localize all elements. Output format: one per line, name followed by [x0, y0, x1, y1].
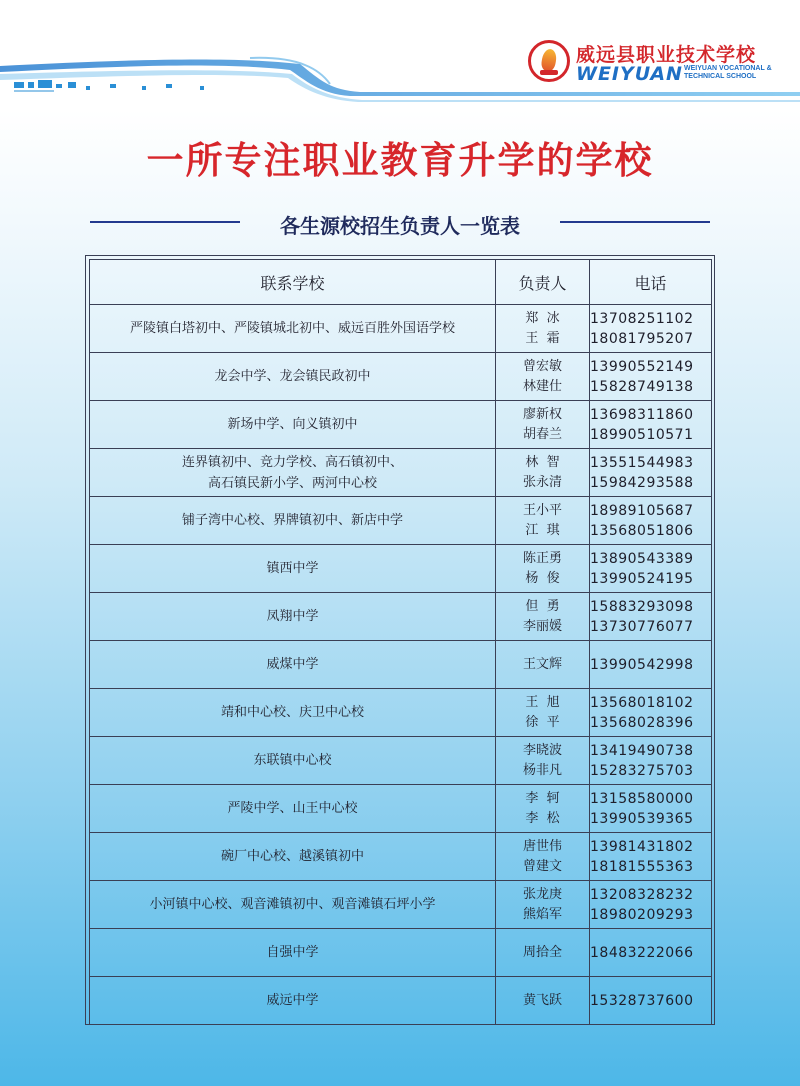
- school-cell: [90, 929, 496, 977]
- school-cell: [90, 497, 496, 545]
- contact-cell: [496, 689, 590, 737]
- decorative-dots: [14, 80, 254, 96]
- phone-number: 18483222066: [590, 944, 694, 961]
- contact-cell: [496, 929, 590, 977]
- phone-number: 18990510571: [590, 426, 694, 443]
- table-row: [90, 449, 712, 497]
- phone-cell: [590, 929, 712, 977]
- phone-number: 13419490738: [590, 742, 694, 759]
- phone-number: 18181555363: [590, 858, 694, 875]
- phone-number: 13568051806: [590, 522, 694, 539]
- phone-number: 13208328232: [590, 886, 694, 903]
- contact-name: 曾宏敏: [522, 358, 562, 374]
- table-row: [90, 305, 712, 353]
- contact-name: 李 松: [525, 810, 560, 826]
- contact-name: 廖新权: [522, 406, 562, 422]
- contact-name: 郑 冰: [525, 310, 560, 326]
- phone-number: 13990539365: [590, 810, 694, 827]
- contact-name: 唐世伟: [522, 838, 562, 854]
- contact-cell: [496, 449, 590, 497]
- phone-cell: [590, 593, 712, 641]
- contact-name: 黄飞跃: [522, 992, 562, 1008]
- table-header-row: [90, 260, 712, 305]
- contact-name: 张永清: [522, 474, 562, 490]
- contact-name: 李丽媛: [522, 618, 562, 634]
- table-row: [90, 881, 712, 929]
- school-cell: [90, 689, 496, 737]
- phone-number: 15984293588: [590, 474, 694, 491]
- contact-cell: [496, 401, 590, 449]
- contact-cell: [496, 977, 590, 1025]
- contact-cell: [496, 833, 590, 881]
- school-cell: [90, 305, 496, 353]
- phone-cell: [590, 305, 712, 353]
- phone-cell: [590, 833, 712, 881]
- table-row: [90, 641, 712, 689]
- phone-number: 13551544983: [590, 454, 694, 471]
- table-row: [90, 353, 712, 401]
- table-row: [90, 593, 712, 641]
- contact-name: 王 旭: [525, 694, 560, 710]
- phone-cell: [590, 785, 712, 833]
- contact-name: 但 勇: [525, 598, 560, 614]
- school-name: 高石镇民新小学、两河中心校: [207, 475, 377, 491]
- school-name: 碗厂中心校、越溪镇初中: [220, 849, 364, 864]
- contact-name: 林建仕: [522, 378, 562, 394]
- phone-cell: [590, 737, 712, 785]
- contact-name: 杨 俊: [525, 570, 560, 586]
- contact-table-frame: [85, 255, 715, 1025]
- school-cell: [90, 785, 496, 833]
- phone-number: 13990552149: [590, 358, 694, 375]
- contact-cell: [496, 353, 590, 401]
- school-name: 威远中学: [266, 993, 319, 1008]
- phone-cell: [590, 353, 712, 401]
- contact-name: 熊焰军: [522, 906, 562, 922]
- subtitle: 各生源校招生负责人一览表: [280, 214, 520, 238]
- phone-number: 13708251102: [590, 310, 694, 327]
- contact-cell: [496, 593, 590, 641]
- contact-cell: [496, 785, 590, 833]
- school-name: 连界镇初中、竞力学校、高石镇初中、: [181, 454, 403, 470]
- contact-name: 陈正勇: [522, 550, 562, 566]
- phone-number: 13981431802: [590, 838, 694, 855]
- logo-name-en: WEIYUAN: [576, 63, 683, 85]
- phone-number: 15883293098: [590, 598, 694, 615]
- school-cell: [90, 833, 496, 881]
- table-row: [90, 833, 712, 881]
- contact-cell: [496, 497, 590, 545]
- contact-name: 曾建文: [522, 858, 562, 874]
- school-name: 东联镇中心校: [253, 753, 332, 768]
- contact-table: [89, 259, 712, 1025]
- school-name: 小河镇中心校、观音滩镇初中、观音滩镇石坪小学: [149, 897, 436, 912]
- school-cell: [90, 641, 496, 689]
- table-row: [90, 497, 712, 545]
- phone-number: 13730776077: [590, 618, 694, 635]
- contact-name: 周拾全: [522, 944, 562, 960]
- school-name: 新场中学、向义镇初中: [227, 417, 358, 432]
- phone-number: 13698311860: [590, 406, 694, 423]
- school-name: 靖和中心校、庆卫中心校: [220, 705, 364, 720]
- contact-name: 王小平: [522, 502, 562, 518]
- contact-name: 王文辉: [522, 656, 562, 672]
- school-name: 严陵镇白塔初中、严陵镇城北初中、威远百胜外国语学校: [129, 321, 455, 336]
- contact-cell: [496, 737, 590, 785]
- school-name: 自强中学: [266, 945, 319, 960]
- table-row: [90, 401, 712, 449]
- table-row: [90, 737, 712, 785]
- school-cell: [90, 593, 496, 641]
- phone-number: 15828749138: [590, 378, 694, 395]
- school-name: 严陵中学、山王中心校: [227, 801, 358, 816]
- phone-cell: [590, 497, 712, 545]
- header-school: 联系学校: [90, 260, 496, 305]
- school-name: 凤翔中学: [266, 609, 319, 624]
- school-cell: [90, 737, 496, 785]
- contact-cell: [496, 881, 590, 929]
- logo-name-cn: 威远县职业技术学校: [576, 44, 757, 66]
- phone-number: 18081795207: [590, 330, 694, 347]
- header-contact: 负责人: [496, 260, 590, 305]
- school-logo: [528, 38, 778, 88]
- table-row: [90, 929, 712, 977]
- school-name: 威煤中学: [266, 657, 319, 672]
- phone-number: 18989105687: [590, 502, 694, 519]
- phone-cell: [590, 881, 712, 929]
- contact-name: 林 智: [525, 454, 560, 470]
- school-name: 龙会中学、龙会镇民政初中: [214, 369, 371, 384]
- school-cell: [90, 353, 496, 401]
- phone-number: 13568028396: [590, 714, 694, 731]
- school-cell: [90, 449, 496, 497]
- contact-name: 杨非凡: [522, 762, 562, 778]
- phone-number: 13990542998: [590, 656, 694, 673]
- phone-cell: [590, 449, 712, 497]
- contact-name: 张龙庚: [522, 886, 562, 902]
- school-cell: [90, 881, 496, 929]
- phone-number: 15328737600: [590, 992, 694, 1009]
- school-cell: [90, 545, 496, 593]
- contact-name: 徐 平: [525, 714, 560, 730]
- header-phone: 电话: [590, 260, 712, 305]
- table-body: [90, 305, 712, 1025]
- contact-cell: [496, 641, 590, 689]
- contact-cell: [496, 305, 590, 353]
- table-row: [90, 785, 712, 833]
- contact-name: 胡春兰: [522, 426, 562, 442]
- logo-name-en-sub: WEIYUAN VOCATIONAL & TECHNICAL SCHOOL: [684, 65, 772, 80]
- school-cell: [90, 977, 496, 1025]
- headline: 一所专注职业教育升学的学校: [146, 139, 654, 182]
- phone-number: 13890543389: [590, 550, 694, 567]
- table-row: [90, 545, 712, 593]
- phone-cell: [590, 545, 712, 593]
- phone-cell: [590, 401, 712, 449]
- phone-number: 13990524195: [590, 570, 694, 587]
- phone-number: 15283275703: [590, 762, 694, 779]
- contact-name: 李 轲: [525, 790, 560, 806]
- phone-cell: [590, 641, 712, 689]
- school-name: 铺子湾中心校、界牌镇初中、新店中学: [181, 513, 403, 528]
- contact-name: 李晓波: [522, 742, 562, 758]
- contact-cell: [496, 545, 590, 593]
- school-cell: [90, 401, 496, 449]
- school-name: 镇西中学: [266, 561, 319, 576]
- phone-cell: [590, 689, 712, 737]
- phone-number: 13568018102: [590, 694, 694, 711]
- subtitle-row: [90, 210, 710, 238]
- table-row: [90, 689, 712, 737]
- phone-cell: [590, 977, 712, 1025]
- phone-number: 13158580000: [590, 790, 694, 807]
- torch-emblem-icon: [528, 40, 570, 82]
- contact-name: 江 琪: [525, 522, 560, 538]
- phone-number: 18980209293: [590, 906, 694, 923]
- contact-name: 王 霜: [525, 330, 560, 346]
- table-row: [90, 977, 712, 1025]
